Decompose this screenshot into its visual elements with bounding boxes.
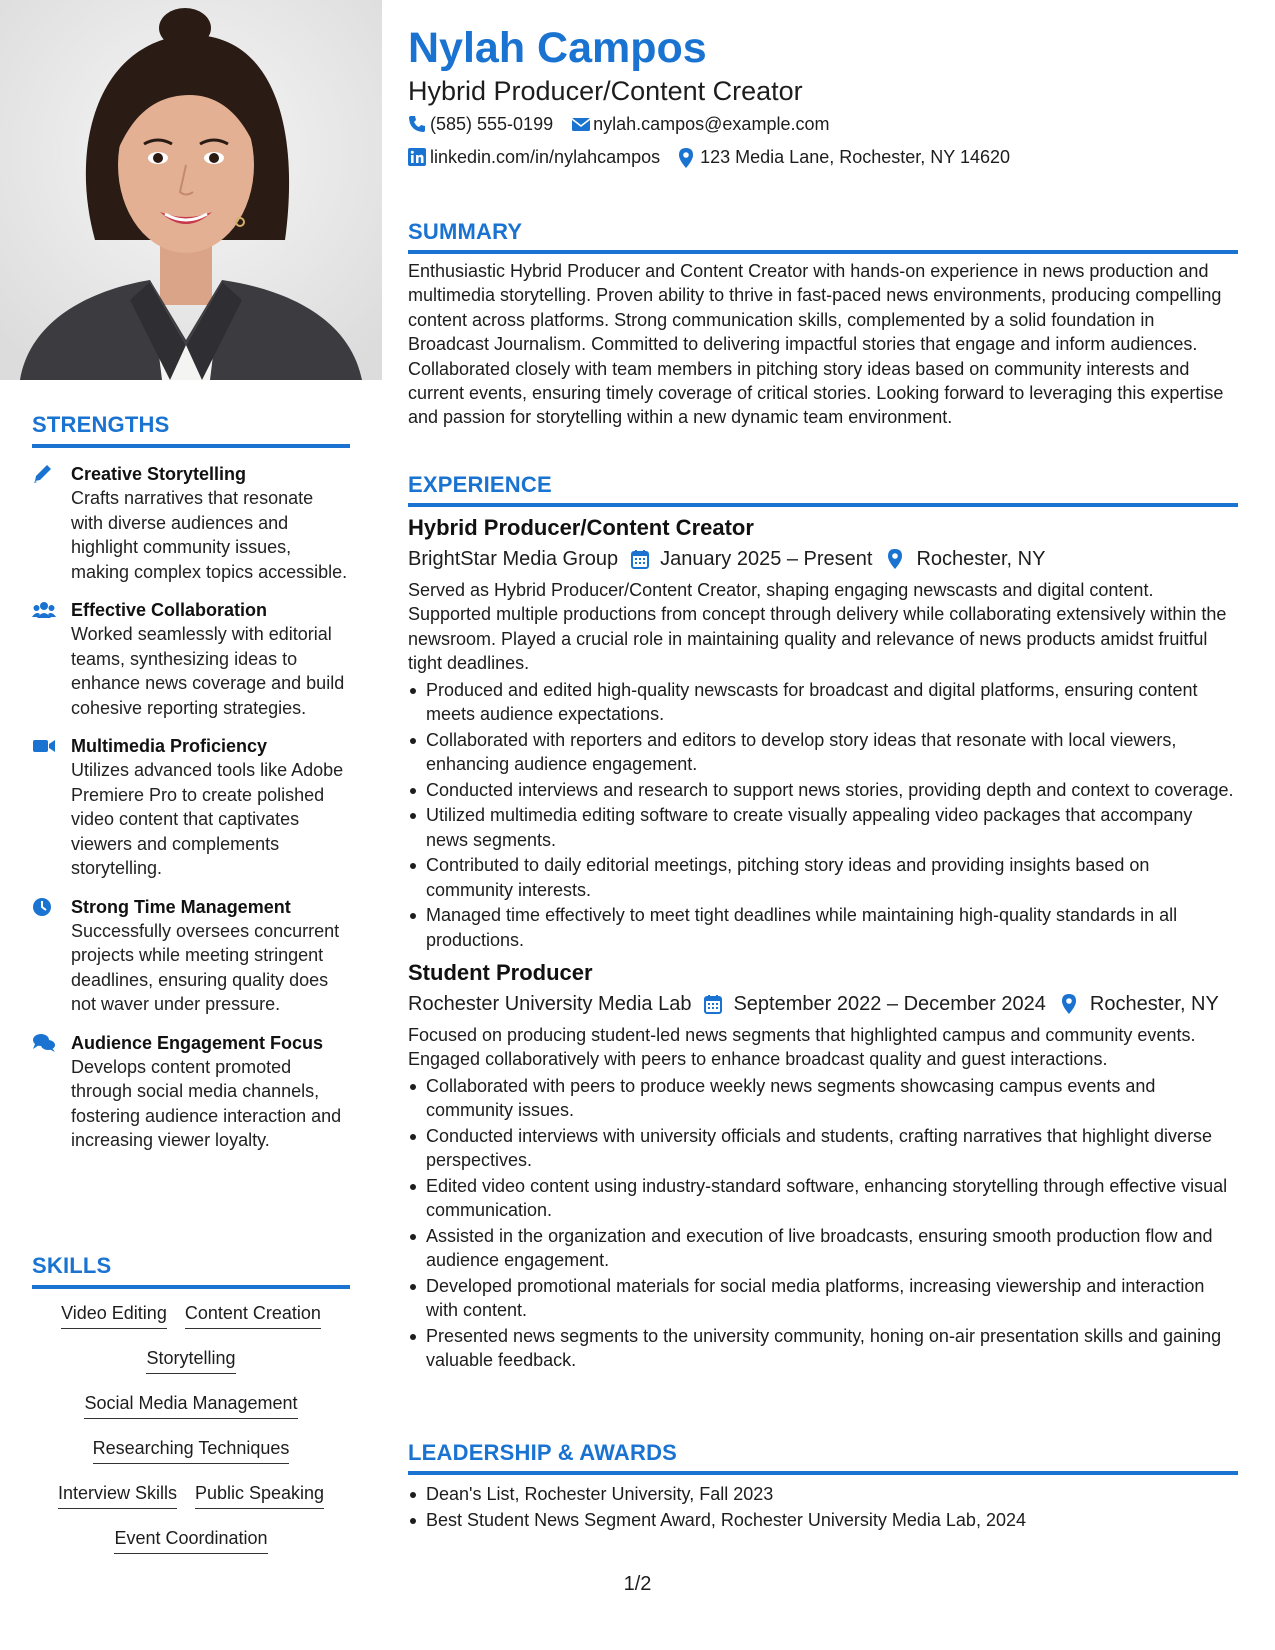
email-text: nylah.campos@example.com: [593, 113, 830, 134]
section-divider: [408, 503, 1238, 507]
strength-item: [32, 734, 350, 881]
users-icon: [32, 600, 56, 620]
comments-icon: [32, 1033, 56, 1053]
map-pin-icon: [678, 148, 696, 166]
job-title: Student Producer: [408, 960, 593, 986]
job-company: Rochester University Media Lab: [408, 993, 692, 1016]
strength-title: Creative Storytelling: [71, 464, 247, 484]
job-bullets: [408, 1074, 1238, 1373]
job-description: Served as Hybrid Producer/Content Creator, shaping engaging newscasts and digital content. Supported multiple productions from concept through delivery while collaborating extensively within the newsroom. Played a crucial role in maintaining quality and relevance of news products amidst fruitful tight deadlines.: [408, 580, 1227, 674]
leadership-section: [408, 1440, 1238, 1533]
strength-title: Audience Engagement Focus: [71, 1032, 324, 1053]
skills-row: [32, 1301, 350, 1346]
list-item: Conducted interviews with university officials and students, crafting narratives that highlight diverse perspectives.: [408, 1124, 1238, 1173]
skill-tag: Researching Techniques: [93, 1436, 290, 1464]
page-number: 1/2: [623, 1573, 652, 1595]
experience-heading: EXPERIENCE: [408, 472, 552, 497]
envelope-icon: [571, 115, 589, 133]
skills-row: [32, 1481, 350, 1526]
strengths-heading: STRENGTHS: [32, 412, 170, 437]
summary-text: Enthusiastic Hybrid Producer and Content Creator with hands-on experience in news production and multimedia storytelling. Proven ability to thrive in fast-paced news environments, producing compelling content across platforms. Strong communication skills, complemented by a solid foundation in Broadcast Journalism. Committed to delivering impactful stories that engage and inform audiences. Collaborated closely with team members in pitching story ideas based on community interests and current events, ensuring timely coverage of critical stories. Looking forward to leveraging this expertise and passion for storytelling within a new dynamic team environment.: [408, 261, 1224, 428]
job-entry: [408, 514, 1238, 952]
strength-title: Strong Time Management: [71, 896, 291, 917]
skills-row: [32, 1526, 350, 1571]
strength-title: Effective Collaboration: [71, 600, 268, 620]
list-item: Edited video content using industry-standard software, enhancing storytelling through effective visual communication.: [408, 1174, 1238, 1223]
list-item: Collaborated with peers to produce weekly news segments showcasing campus events and community issues.: [408, 1074, 1238, 1123]
calendar-icon: [630, 549, 650, 569]
phone-icon: [408, 115, 426, 133]
job-title: Hybrid Producer/Content Creator: [408, 515, 754, 540]
list-item: Conducted interviews and research to support news stories, providing depth and context to coverage.: [408, 778, 1238, 802]
skill-tag: Social Media Management: [84, 1391, 297, 1419]
skill-tag: Event Coordination: [114, 1526, 267, 1554]
summary-heading: SUMMARY: [408, 219, 523, 244]
skill-tag: Interview Skills: [58, 1481, 177, 1509]
linkedin-text: linkedin.com/in/nylahcampos: [430, 146, 661, 167]
strength-description: Crafts narratives that resonate with diverse audiences and highlight community issues, making complex topics accessible.: [71, 488, 348, 582]
contact-address: [678, 147, 1010, 168]
contact-linkedin[interactable]: [408, 147, 660, 168]
contact-email[interactable]: [571, 114, 829, 135]
job-location: Rochester, NY: [1089, 993, 1219, 1016]
section-divider: [408, 250, 1238, 254]
profile-photo: [0, 0, 382, 380]
job-location: Rochester, NY: [916, 548, 1046, 570]
skills-row: [32, 1436, 350, 1481]
list-item: Utilized multimedia editing software to create visually appealing video packages that accompany news segments.: [408, 803, 1238, 852]
list-item: Produced and edited high-quality newscasts for broadcast and digital platforms, ensuring content meets audience expectations.: [408, 678, 1238, 727]
section-divider: [32, 444, 350, 448]
contact-phone[interactable]: [408, 114, 553, 135]
strength-description: Develops content promoted through social media channels, fostering audience interaction and increasing viewer loyalty.: [71, 1056, 342, 1150]
list-item: Managed time effectively to meet tight deadlines while maintaining high-quality standards in all productions.: [408, 903, 1238, 952]
job-dates: September 2022 – December 2024: [733, 993, 1046, 1016]
linkedin-icon: [408, 148, 426, 166]
strength-item: [32, 598, 350, 720]
skill-tag: Content Creation: [185, 1301, 321, 1329]
awards-list: [408, 1482, 1238, 1532]
list-item: Presented news segments to the university community, honing on-air presentation skills and gaining valuable feedback.: [408, 1324, 1238, 1373]
skills-list: [32, 1301, 350, 1571]
experience-section: [408, 472, 1238, 1374]
skill-tag: Public Speaking: [195, 1481, 324, 1509]
leadership-heading: LEADERSHIP & AWARDS: [408, 1440, 678, 1465]
job-meta: [408, 545, 1238, 573]
job-meta: [408, 990, 1238, 1018]
list-item: Developed promotional materials for social media platforms, increasing viewership and interaction with content.: [408, 1274, 1238, 1323]
candidate-title: Hybrid Producer/Content Creator: [408, 76, 803, 106]
skills-section: [32, 1253, 350, 1571]
list-item: Best Student News Segment Award, Rochester University Media Lab, 2024: [408, 1508, 1238, 1532]
list-item: Contributed to daily editorial meetings, pitching story ideas and providing insights based on community interests.: [408, 853, 1238, 902]
left-column: [0, 0, 382, 1650]
job-company: BrightStar Media Group: [408, 548, 619, 570]
job-bullets: [408, 678, 1238, 952]
strength-item: [32, 1031, 350, 1153]
map-pin-icon: [1060, 994, 1080, 1014]
candidate-name: Nylah Campos: [408, 24, 707, 72]
contact-row: [408, 145, 1028, 169]
list-item: Assisted in the organization and execution of live broadcasts, ensuring smooth production flow and audience engagement.: [408, 1224, 1238, 1273]
job-entry: [408, 959, 1238, 1373]
strength-description: Successfully oversees concurrent projects while meeting stringent deadlines, ensuring quality does not waver under pressure.: [71, 920, 340, 1014]
job-dates: January 2025 – Present: [660, 548, 873, 570]
strength-description: Worked seamlessly with editorial teams, synthesizing ideas to enhance news coverage and build cohesive reporting strategies.: [71, 624, 345, 718]
section-divider: [32, 1285, 350, 1289]
strength-item: [32, 895, 350, 1017]
summary-section: [408, 219, 1238, 430]
strength-description: Utilizes advanced tools like Adobe Premiere Pro to create polished video content that captivates viewers and complements storytelling.: [71, 760, 344, 878]
clock-icon: [32, 897, 56, 917]
skill-tag: Video Editing: [61, 1301, 167, 1329]
job-description: Focused on producing student-led news segments that highlighted campus and community events. Engaged collaboratively with peers to enhance broadcast quality and guest interactions.: [408, 1025, 1196, 1070]
map-pin-icon: [886, 549, 906, 569]
skill-tag: Storytelling: [146, 1346, 235, 1374]
skills-row: [32, 1346, 350, 1391]
section-divider: [408, 1471, 1238, 1475]
contact-row: [408, 112, 847, 136]
phone-text: (585) 555-0199: [430, 113, 554, 134]
strengths-section: [32, 412, 350, 1153]
video-camera-icon: [32, 736, 56, 756]
strength-item: [32, 462, 350, 584]
skills-heading: SKILLS: [32, 1253, 112, 1278]
list-item: Dean's List, Rochester University, Fall 2023: [408, 1482, 1238, 1506]
list-item: Collaborated with reporters and editors to develop story ideas that resonate with local viewers, enhancing audience engagement.: [408, 728, 1238, 777]
calendar-icon: [703, 994, 723, 1014]
address-text: 123 Media Lane, Rochester, NY 14620: [700, 146, 1011, 167]
pencil-icon: [32, 464, 56, 484]
skills-row: [32, 1391, 350, 1436]
strength-title: Multimedia Proficiency: [71, 736, 268, 756]
